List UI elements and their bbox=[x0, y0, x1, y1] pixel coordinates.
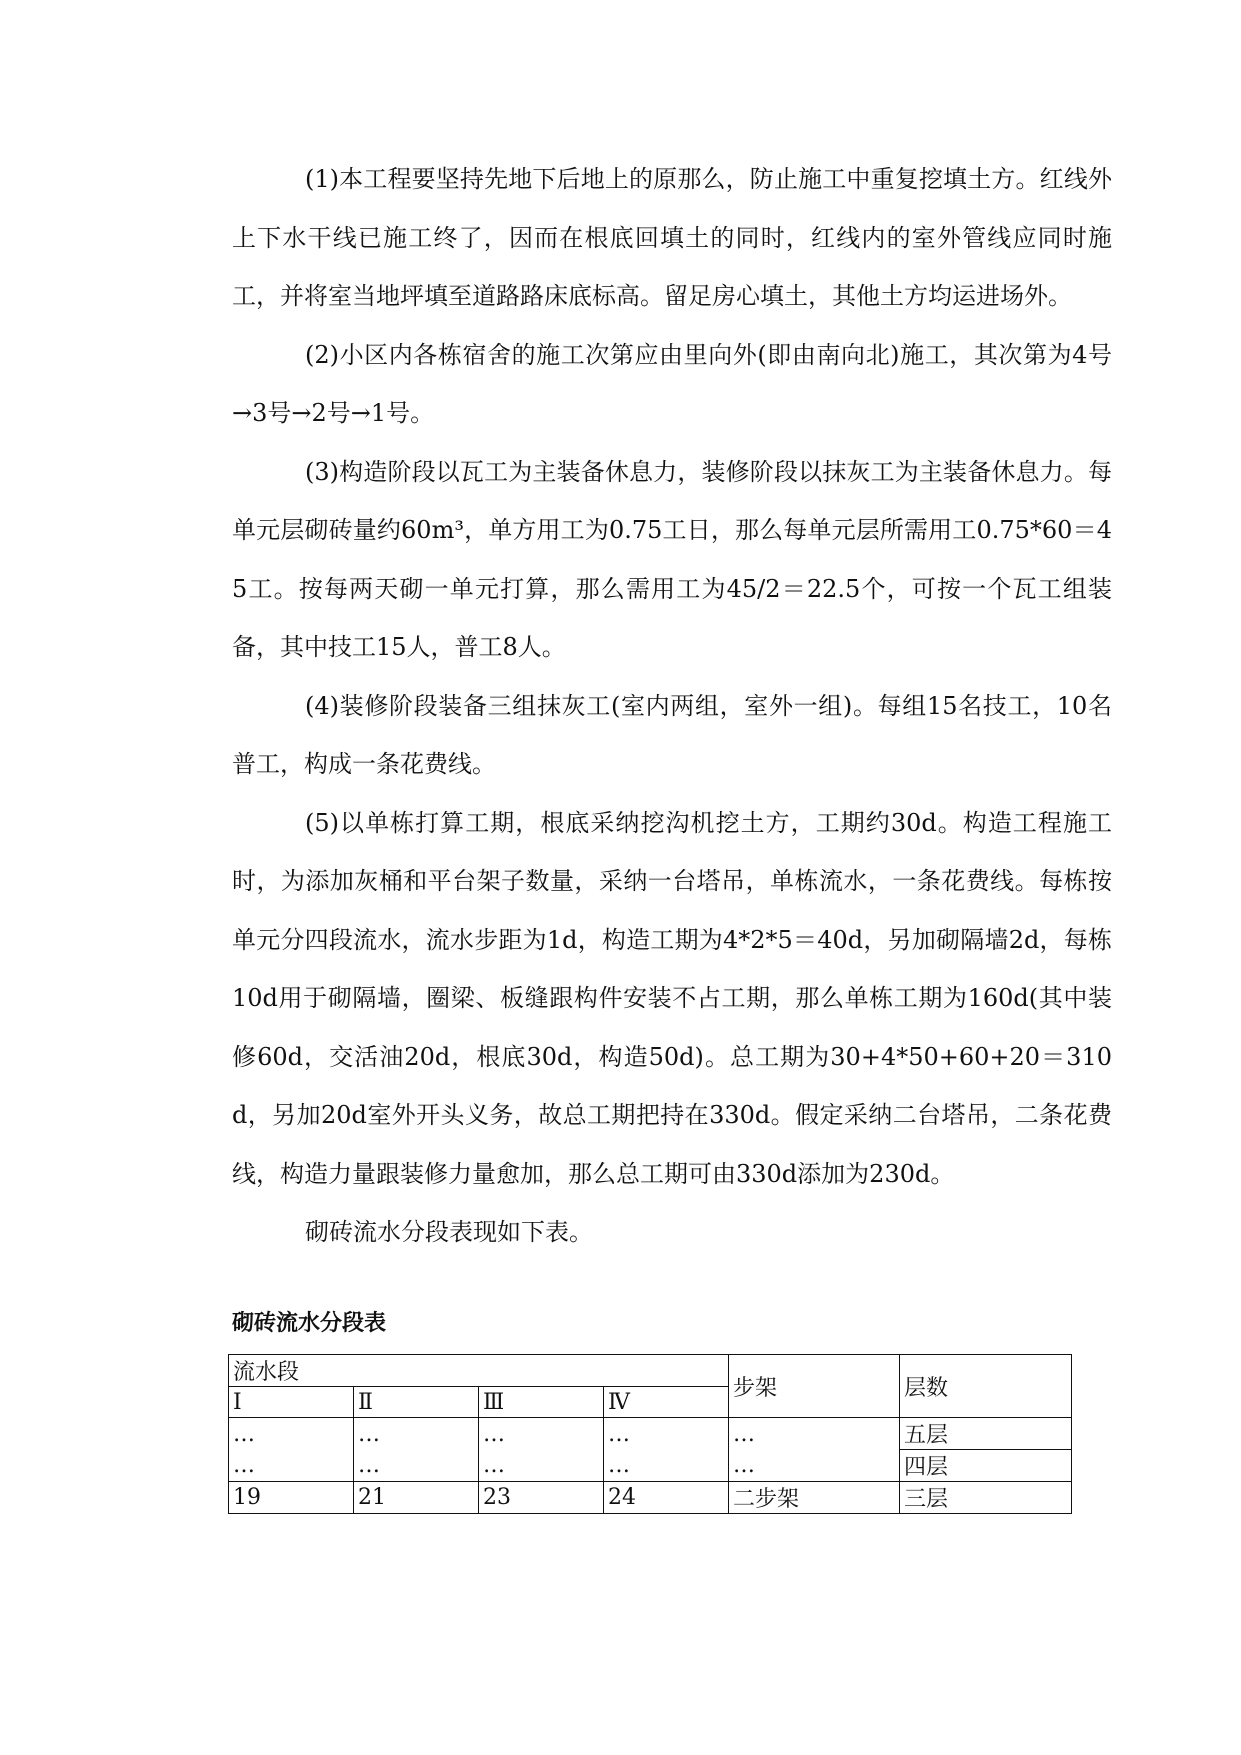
table-cell bbox=[479, 1418, 604, 1482]
cell-value: … bbox=[358, 1421, 380, 1447]
header-floors: 层数 bbox=[900, 1355, 1072, 1418]
table-cell bbox=[729, 1418, 900, 1482]
cell-value: … bbox=[483, 1452, 505, 1478]
paragraph-1: (1)本工程要坚持先地下后地上的原那么，防止施工中重复挖填土方。红线外上下水干线已施工终了，因而在根底回填土的同时，红线内的室外管线应同时施工，并将室当地坪填至道路路床底标高。留足房心填土，其他土方均运进场外。 bbox=[232, 165, 1112, 310]
paragraph-4: (4)装修阶段装备三组抹灰工(室内两组，室外一组)。每组15名技工，10名普工，构成一条花费线。 bbox=[232, 691, 1112, 778]
table-cell: 23 bbox=[479, 1482, 604, 1514]
table-cell bbox=[354, 1418, 479, 1482]
table-cell: 24 bbox=[604, 1482, 729, 1514]
header-flow-section: 流水段 bbox=[229, 1355, 729, 1387]
header-section-1: Ⅰ bbox=[229, 1387, 354, 1418]
cell-value: … bbox=[233, 1452, 255, 1478]
floor-cell: 四层 bbox=[900, 1450, 1072, 1482]
cell-value: … bbox=[733, 1452, 756, 1478]
table-cell bbox=[604, 1418, 729, 1482]
paragraph-3: (3)构造阶段以瓦工为主装备休息力，装修阶段以抹灰工为主装备休息力。每单元层砌砖量约60m³，单方用工为0.75工日，那么每单元层所需用工0.75*60＝45工。按每两天砌一单元打算，那么需用工为45/2＝22.5个，可按一个瓦工组装备，其中技工15人，普工8人。 bbox=[232, 457, 1112, 661]
table-caption: 砌砖流水分段表 bbox=[232, 1311, 387, 1336]
document-body bbox=[232, 150, 1112, 1262]
floor-cell: 三层 bbox=[900, 1482, 1072, 1514]
header-section-3: Ⅲ bbox=[479, 1387, 604, 1418]
paragraph-6: 砌砖流水分段表现如下表。 bbox=[305, 1218, 593, 1246]
header-step-frame: 步架 bbox=[729, 1355, 900, 1418]
table-cell: 19 bbox=[229, 1482, 354, 1514]
table-cell: 二步架 bbox=[729, 1482, 900, 1514]
table-row bbox=[229, 1418, 1072, 1450]
brick-flow-table bbox=[228, 1354, 1072, 1514]
table-cell bbox=[229, 1418, 354, 1482]
cell-value: … bbox=[733, 1421, 756, 1447]
table-row bbox=[229, 1482, 1072, 1514]
header-section-4: Ⅳ bbox=[604, 1387, 729, 1418]
paragraph-5: (5)以单栋打算工期，根底采纳挖沟机挖土方，工期约30d。构造工程施工时，为添加灰桶和平台架子数量，采纳一台塔吊，单栋流水，一条花费线。每栋按单元分四段流水，流水步距为1d，构造工期为4*2*5＝40d，另加砌隔墙2d，每栋10d用于砌隔墙，圈梁、板缝跟构件安装不占工期，那么单栋工期为160d(其中装修60d，交活油20d，根底30d，构造50d)。总工期为30+4*50+60+20＝310d，另加20d室外开头义务，故总工期把持在330d。假定采纳二台塔吊，二条花费线，构造力量跟装修力量愈加，那么总工期可由330d添加为230d。 bbox=[232, 808, 1112, 1188]
cell-value: … bbox=[358, 1452, 380, 1478]
cell-value: … bbox=[233, 1421, 255, 1447]
paragraph-2: (2)小区内各栋宿舍的施工次第应由里向外(即由南向北)施工，其次第为4号→3号→2号→1号。 bbox=[232, 340, 1112, 427]
cell-value: … bbox=[608, 1421, 630, 1447]
table-cell: 21 bbox=[354, 1482, 479, 1514]
floor-cell: 五层 bbox=[900, 1418, 1072, 1450]
cell-value: … bbox=[608, 1452, 630, 1478]
cell-value: … bbox=[483, 1421, 505, 1447]
header-section-2: Ⅱ bbox=[354, 1387, 479, 1418]
table-header-row bbox=[229, 1355, 1072, 1387]
